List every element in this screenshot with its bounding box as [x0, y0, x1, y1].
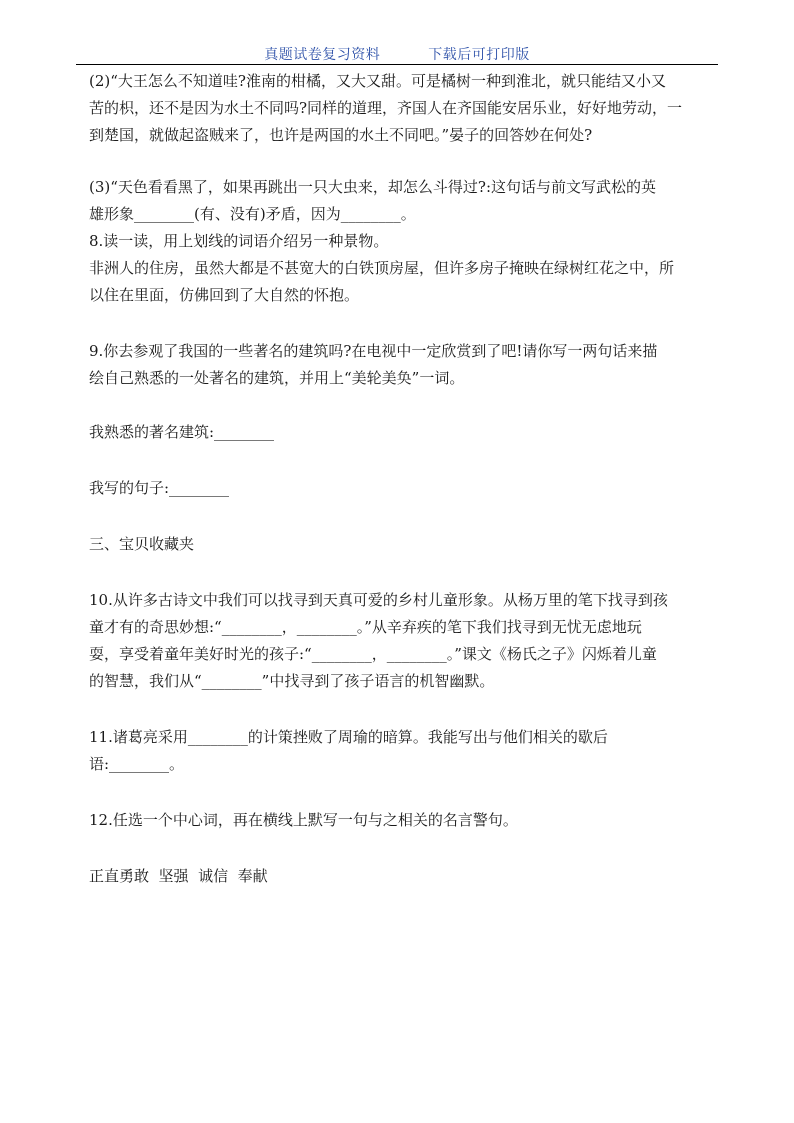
q11-line-2: 语:________。 [89, 755, 185, 773]
header-right-text: 下载后可打印版 [428, 47, 530, 63]
page-header [0, 44, 794, 64]
q10-line-1: 10.从许多古诗文中我们可以找寻到天真可爱的乡村儿童形象。从杨万里的笔下找寻到孩 [89, 591, 668, 609]
q7-3-line-1: (3)“天色看看黑了，如果再跳出一只大虫来，却怎么斗得过?:这句话与前文写武松的英 [89, 178, 657, 196]
header-left-text: 真题试卷复习资料 [264, 47, 381, 63]
q12-title: 12.任选一个中心词，再在横线上默写一句与之相关的名言警句。 [89, 811, 518, 829]
q10-line-3: 耍，享受着童年美好时光的孩子:“________，________。”课文《杨氏之子》闪烁着儿童 [89, 645, 657, 663]
q7-2-line-3: 到楚国，就做起盗贼来了，也许是两国的水土不同吧。”晏子的回答妙在何处? [89, 126, 593, 144]
document-body [89, 68, 717, 890]
section-3-heading: 三、宝贝收藏夹 [89, 535, 195, 553]
q9-line-2: 绘自己熟悉的一处著名的建筑，并用上“美轮美奂”一词。 [89, 369, 465, 387]
q7-2-line-2: 苦的枳，还不是因为水土不同吗?同样的道理，齐国人在齐国能安居乐业，好好地劳动，一 [89, 99, 683, 117]
header-divider [76, 64, 718, 65]
q11-line-1: 11.诸葛亮采用________的计策挫败了周瑜的暗算。我能写出与他们相关的歇后 [89, 728, 608, 746]
q9-sentence-prompt: 我写的句子:________ [89, 479, 230, 497]
q12-keywords: 正直勇敢 坚强 诚信 奉献 [89, 867, 268, 885]
q10-line-4: 的智慧，我们从“________”中找寻到了孩子语言的机智幽默。 [89, 672, 495, 690]
q7-2-line-1: (2)“大王怎么不知道哇?淮南的柑橘，又大又甜。可是橘树一种到淮北，就只能结又小又 [89, 72, 666, 90]
q8-title: 8.读一读，用上划线的词语介绍另一种景物。 [89, 232, 389, 250]
q9-building-prompt: 我熟悉的著名建筑:________ [89, 423, 275, 441]
q8-line-1: 非洲人的住房，虽然大都是不甚宽大的白铁顶房屋，但许多房子掩映在绿树红花之中，所 [89, 259, 675, 277]
q8-line-2: 以住在里面，仿佛回到了大自然的怀抱。 [89, 286, 360, 304]
q10-line-2: 童才有的奇思妙想:“________，________。”从辛弃疾的笔下我们找寻到无忧无虑地玩 [89, 618, 642, 636]
q7-3-line-2: 雄形象________(有、没有)矛盾，因为________。 [89, 205, 416, 223]
q9-line-1: 9.你去参观了我国的一些著名的建筑吗?在电视中一定欣赏到了吧!请你写一两句话来描 [89, 342, 658, 360]
